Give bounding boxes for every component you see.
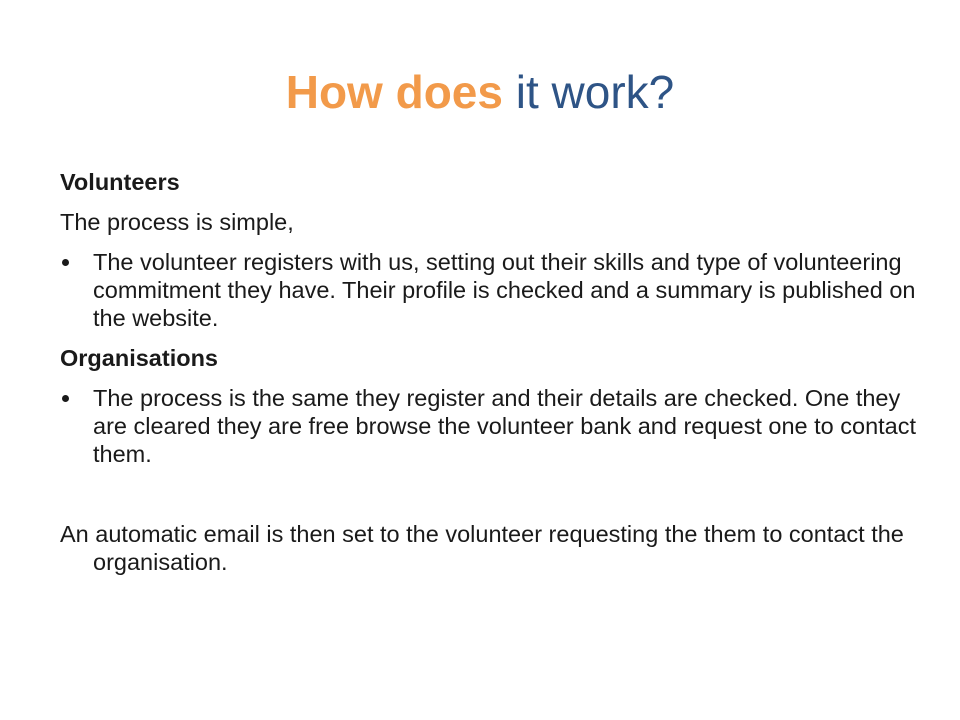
- bullet-icon: [62, 259, 69, 266]
- organisations-heading: Organisations: [60, 345, 219, 371]
- organisations-bullet-item: [60, 384, 920, 468]
- spacer: [60, 480, 920, 520]
- volunteers-intro: The process is simple,: [60, 209, 294, 235]
- slide-title-main: it work?: [515, 66, 675, 118]
- slide-title-accent: How does: [285, 66, 503, 118]
- slide-body: [60, 168, 920, 576]
- slide-title: [0, 62, 960, 122]
- closing-text: An automatic email is then set to the volunteer requesting the them to contact the organisation.: [60, 521, 904, 575]
- volunteers-bullet-text: The volunteer registers with us, setting out their skills and type of volunteering commitment they have. Their profile is checked and a summary is published on the website.: [93, 249, 916, 331]
- organisations-bullet-text: The process is the same they register and their details are checked. One they are cleared they are free browse the volunteer bank and request one to contact them.: [93, 385, 917, 467]
- volunteers-bullet-item: [60, 248, 920, 332]
- bullet-icon: [62, 395, 69, 402]
- volunteers-heading: Volunteers: [60, 169, 180, 195]
